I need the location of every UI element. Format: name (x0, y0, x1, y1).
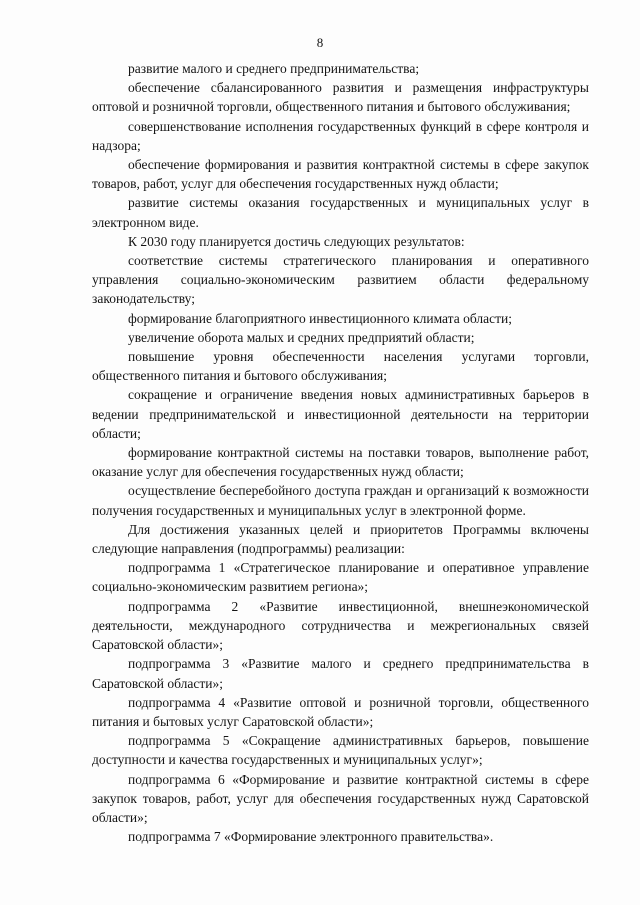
paragraph-subprogram-6: подпрограмма 6 «Формирование и развитие контрактной системы в сфере закупок товаров, работ, услуг для обеспечения государственных нужд Саратовской области»; (92, 771, 589, 825)
paragraph-result-electronic-access: осуществление бесперебойного доступа граждан и организаций к возможности получения государственных и муниципальных услуг в электронной форме. (92, 483, 589, 518)
paragraph-results-intro: К 2030 году планируется достичь следующих результатов: (128, 233, 465, 249)
paragraph-subprogram-3: подпрограмма 3 «Развитие малого и среднего предпринимательства в Саратовской области»; (92, 656, 589, 691)
page-number: 8 (316, 35, 324, 50)
paragraph-goal-trade-infrastructure: обеспечение сбалансированного развития и размещения инфраструктуры оптовой и розничной торговли, общественного питания и бытового обслуживания; (92, 80, 589, 115)
paragraph-result-investment-climate: формирование благоприятного инвестиционного климата области; (128, 310, 512, 326)
paragraph-result-trade-services: повышение уровня обеспеченности населения услугами торговли, общественного питания и бытового обслуживания; (92, 349, 589, 384)
paragraph-goal-small-business: развитие малого и среднего предпринимательства; (128, 61, 420, 76)
paragraph-goal-control-supervision: совершенствование исполнения государственных функций в сфере контроля и надзора; (92, 118, 589, 153)
paragraph-subprograms-intro: Для достижения указанных целей и приоритетов Программы включены следующие направления (подпрограммы) реализации: (92, 521, 589, 557)
paragraph-result-strategic-planning: соответствие системы стратегического планирования и оперативного управления социально-экономическим развитием области федеральному законодательству; (92, 253, 589, 307)
paragraph-subprogram-7: подпрограмма 7 «Формирование электронного правительства». (128, 829, 494, 845)
paragraph-goal-contract-system: обеспечение формирования и развития контрактной системы в сфере закупок товаров, работ, услуг для обеспечения государственных нужд области; (92, 157, 589, 192)
paragraph-subprogram-2: подпрограмма 2 «Развитие инвестиционной, внешнеэкономической деятельности, международного сотрудничества и межрегиональных связей Саратовской области»; (92, 598, 589, 653)
document-body (92, 59, 589, 846)
paragraph-result-contract-system: формирование контрактной системы на поставки товаров, выполнение работ, оказание услуг для обеспечения государственных нужд области; (92, 445, 589, 480)
paragraph-goal-electronic-services: развитие системы оказания государственных и муниципальных услуг в электронном виде. (92, 195, 589, 230)
paragraph-result-sme-turnover: увеличение оборота малых и средних предприятий области; (128, 329, 475, 345)
paragraph-subprogram-4: подпрограмма 4 «Развитие оптовой и розничной торговли, общественного питания и бытовых услуг Саратовской области»; (92, 694, 589, 729)
paragraph-subprogram-5: подпрограмма 5 «Сокращение административных барьеров, повышение доступности и качества государственных и муниципальных услуг»; (92, 733, 589, 768)
paragraph-subprogram-1: подпрограмма 1 «Стратегическое планирование и оперативное управление социально-экономическим развитием региона»; (92, 560, 589, 595)
paragraph-result-admin-barriers: сокращение и ограничение введения новых административных барьеров в ведении предпринимательской и инвестиционной деятельности на территории области; (92, 387, 589, 441)
